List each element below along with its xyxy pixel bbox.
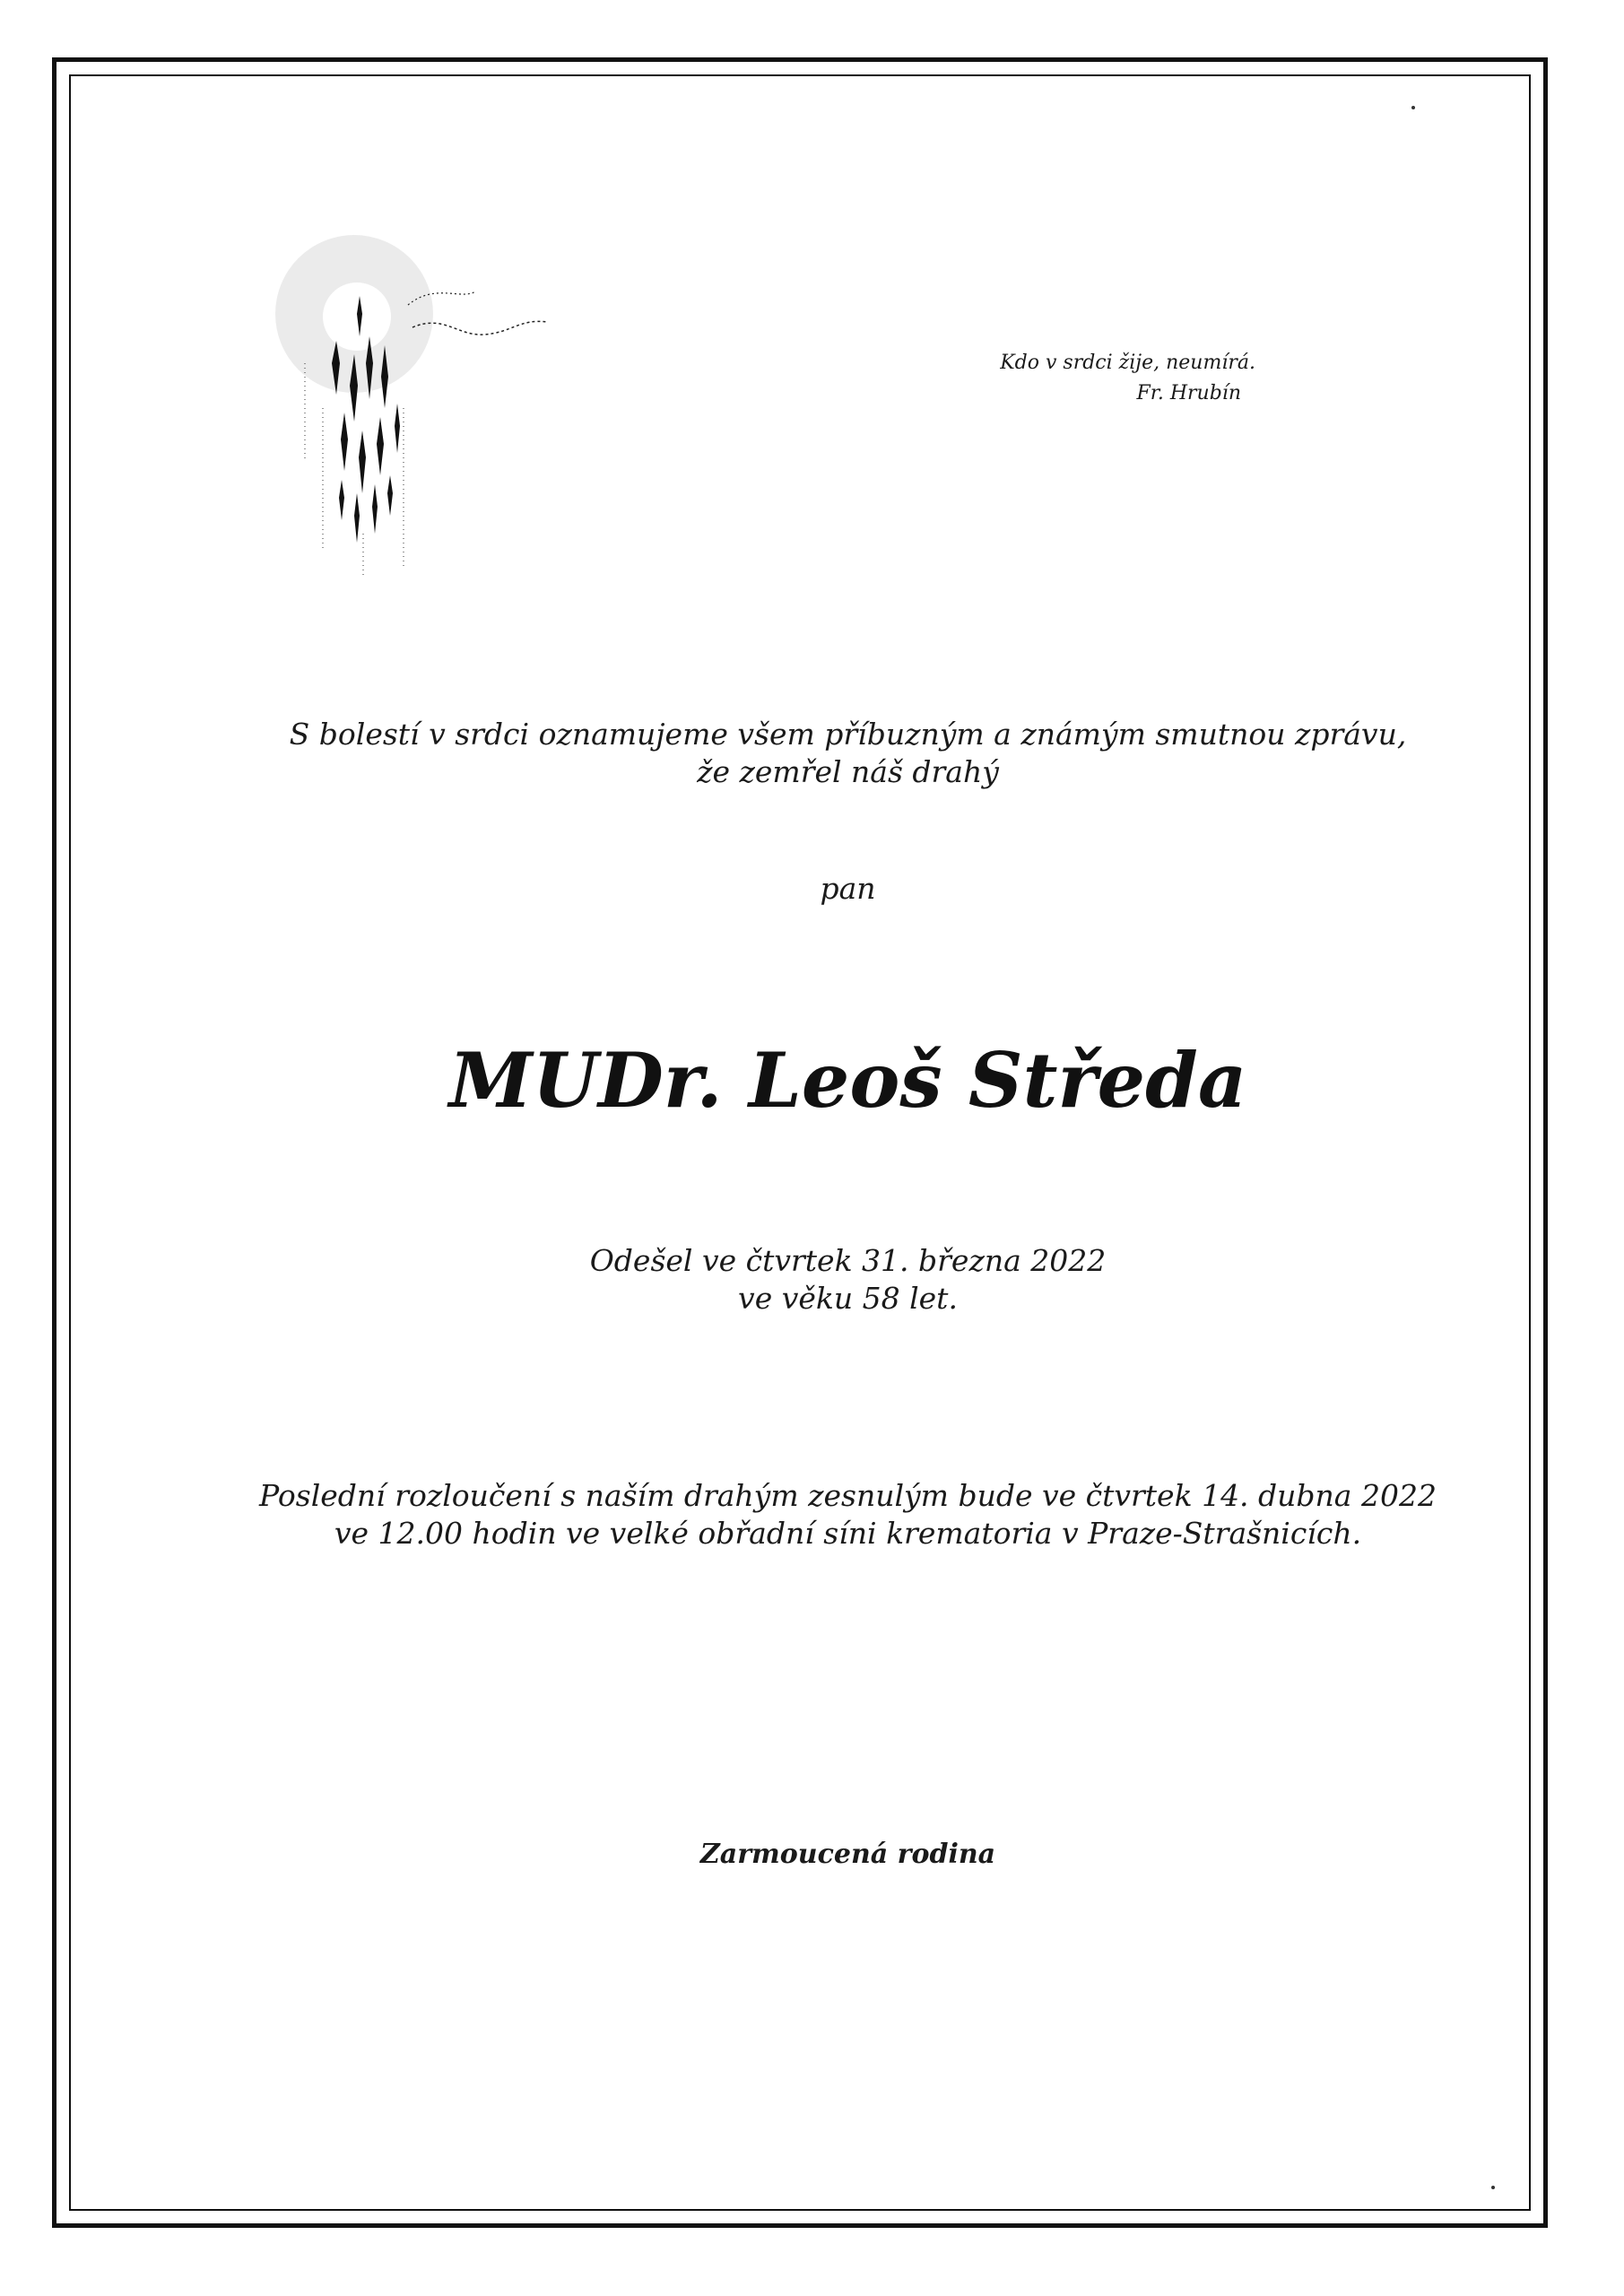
motto-quote-author: Fr. Hrubín bbox=[1136, 382, 1241, 404]
date-of-death bbox=[36, 1242, 1624, 1318]
scan-speck bbox=[1411, 106, 1415, 109]
motto-quote-text: Kdo v srdci žije, neumírá. bbox=[1000, 352, 1255, 374]
date-of-death-line: Odešel ve čtvrtek 31. března 2022 bbox=[589, 1243, 1107, 1278]
funeral-details-line-2: ve 12.00 hodin ve velké obřadní síni krematoria v Praze-Strašnicích. bbox=[334, 1516, 1362, 1551]
family-signature: Zarmoucená rodina bbox=[699, 1839, 996, 1870]
announcement-intro-line-2: že zemřel náš drahý bbox=[697, 754, 999, 789]
announcement-intro-line-1: S bolestí v srdci oznamujeme všem příbuzným a známým smutnou zprávu, bbox=[289, 717, 1407, 752]
announcement-intro bbox=[36, 716, 1624, 791]
moon-candles-ornament-icon bbox=[251, 229, 556, 578]
funeral-details bbox=[36, 1477, 1624, 1552]
age-line: ve věku 58 let. bbox=[738, 1281, 958, 1316]
funeral-details-line-1: Poslední rozloučení s naším drahým zesnulým bude ve čtvrtek 14. dubna 2022 bbox=[259, 1478, 1437, 1513]
scan-speck bbox=[1491, 2186, 1495, 2189]
deceased-name: MUDr. Leoš Středa bbox=[448, 1036, 1247, 1125]
motto-quote bbox=[933, 348, 1255, 409]
salutation: pan bbox=[820, 871, 876, 906]
